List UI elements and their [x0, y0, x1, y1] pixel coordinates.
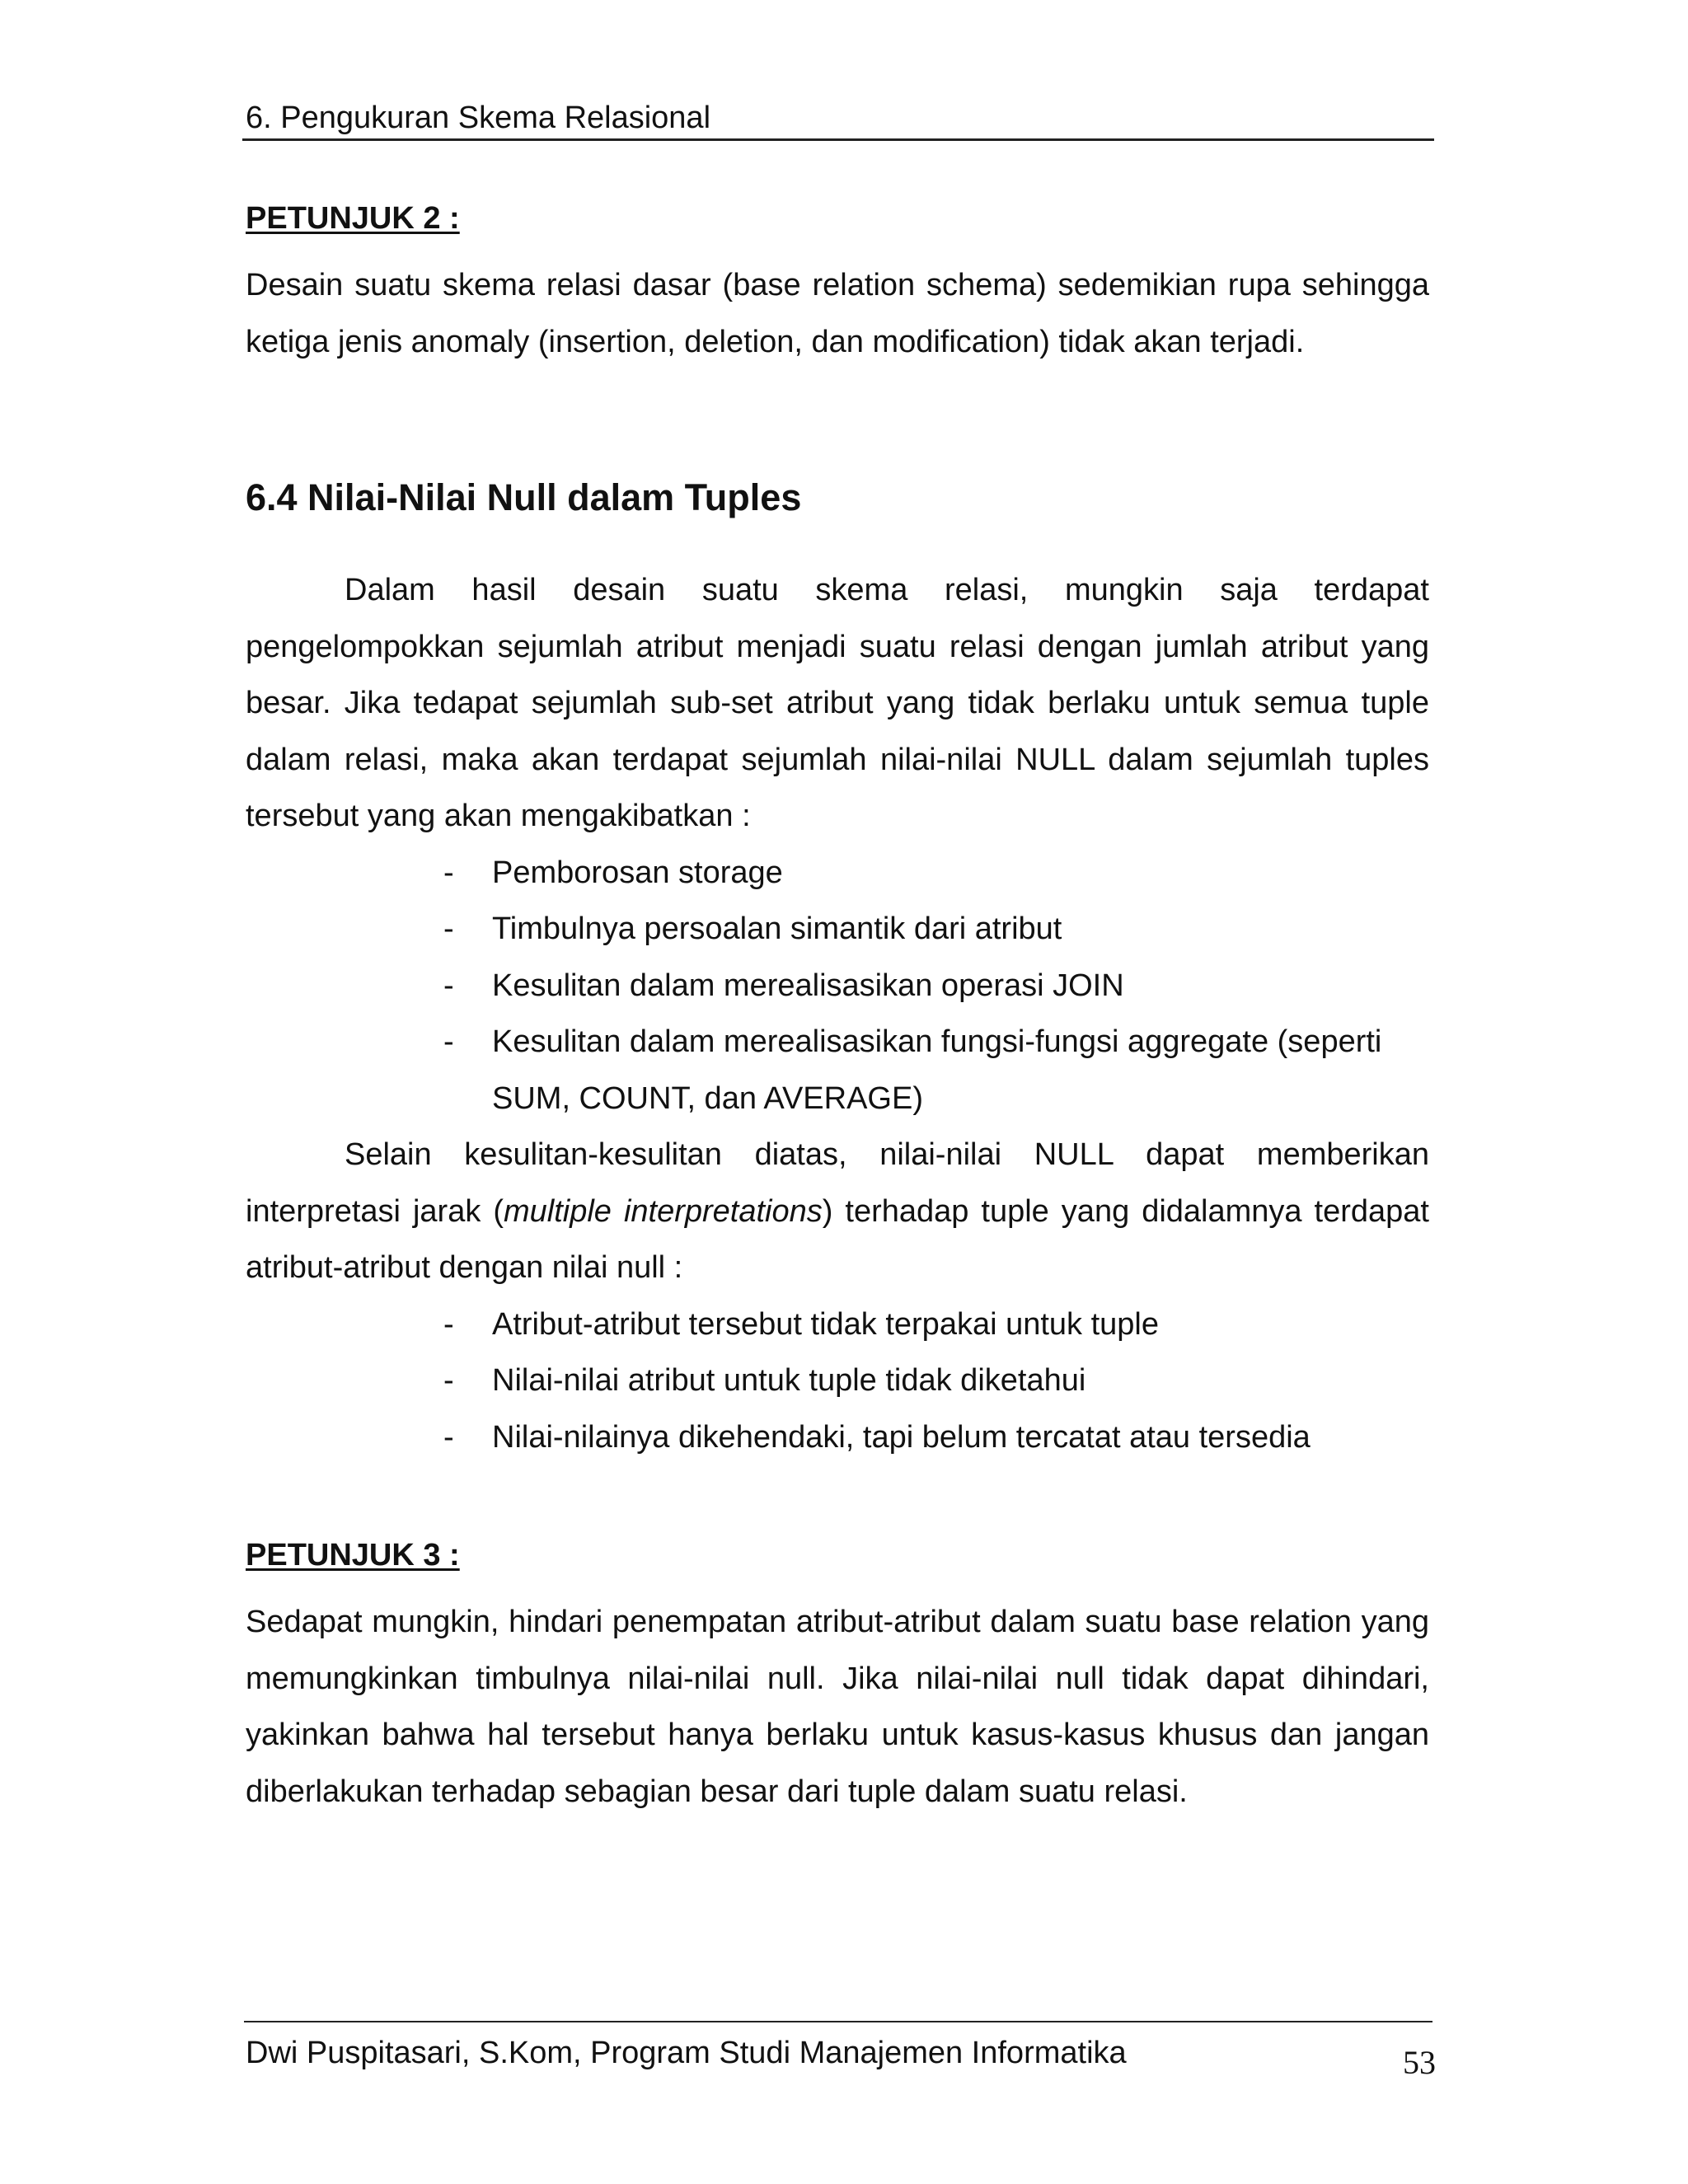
- list-dash: -: [443, 968, 454, 1003]
- paragraph-text-end: ) terhadap tuple yang didalamnya terdapat atribut-atribut dengan nilai null :: [246, 1193, 1429, 1285]
- list-dash: -: [443, 1363, 454, 1398]
- list-item: [246, 958, 1429, 1015]
- list-item-text: Nilai-nilai atribut untuk tuple tidak diketahui: [492, 1363, 1086, 1398]
- consequences-list: [246, 845, 1429, 1127]
- hint-2-label: PETUNJUK 2 :: [246, 201, 460, 236]
- list-dash: -: [443, 855, 454, 890]
- section-title: 6.4 Nilai-Nilai Null dalam Tuples: [246, 476, 802, 518]
- page-content: [246, 198, 1429, 1820]
- list-item-text: Atribut-atribut tersebut tidak terpakai untuk tuple: [492, 1306, 1160, 1342]
- list-item: [246, 1014, 1429, 1127]
- hint-3-text: Sedapat mungkin, hindari penempatan atribut-atribut dalam suatu base relation yang memungkinkan timbulnya nilai-nilai null. Jika nilai-nilai null tidak dapat dihindari, yakinkan bahwa hal tersebut hanya berlaku untuk kasus-kasus khusus dan jangan diberlakukan terhadap sebagian besar dari tuple dalam suatu relasi.: [246, 1605, 1429, 1809]
- footer-rule: [244, 2021, 1432, 2022]
- running-header: 6. Pengukuran Skema Relasional: [246, 101, 711, 135]
- list-dash: -: [443, 1024, 454, 1059]
- list-item-text: Nilai-nilainya dikehendaki, tapi belum tercatat atau tersedia: [492, 1419, 1311, 1455]
- list-dash: -: [443, 1419, 454, 1455]
- page-number: 53: [1403, 2044, 1436, 2081]
- interpretations-list: [246, 1296, 1429, 1466]
- hint-2-text: Desain suatu skema relasi dasar (base relation schema) sedemikian rupa sehingga ketiga jenis anomaly (insertion, deletion, dan modification) tidak akan terjadi.: [246, 268, 1429, 359]
- list-item-text: Timbulnya persoalan simantik dari atribut: [492, 912, 1062, 946]
- paragraph-text-start: Selain kesulitan-kesulitan diatas, nilai-nilai NULL dapat memberikan interpretasi jarak (: [246, 1137, 1429, 1229]
- list-item: [246, 901, 1429, 958]
- hint-3-label: PETUNJUK 3 :: [246, 1538, 460, 1572]
- list-item: [246, 845, 1429, 902]
- footer-author: Dwi Puspitasari, S.Kom, Program Studi Manajemen Informatika: [246, 2036, 1127, 2070]
- list-item: [246, 1352, 1429, 1409]
- list-item: [246, 1409, 1429, 1466]
- list-item: [246, 1296, 1429, 1353]
- list-item-text: Kesulitan dalam merealisasikan operasi JOIN: [492, 968, 1124, 1003]
- list-dash: -: [443, 912, 454, 946]
- interpretation-paragraph: [246, 1127, 1429, 1296]
- list-item-text: Pemborosan storage: [492, 855, 783, 890]
- section-intro-paragraph: Dalam hasil desain suatu skema relasi, mungkin saja terdapat pengelompokkan sejumlah atribut menjadi suatu relasi dengan jumlah atribut yang besar. Jika tedapat sejumlah sub-set atribut yang tidak berlaku untuk semua tuple dalam relasi, maka akan terdapat sejumlah nilai-nilai NULL dalam sejumlah tuples tersebut yang akan mengakibatkan :: [246, 573, 1429, 833]
- paragraph-italic-term: multiple interpretations: [504, 1193, 823, 1229]
- list-dash: -: [443, 1306, 454, 1342]
- header-rule: [242, 138, 1434, 141]
- list-item-text: Kesulitan dalam merealisasikan fungsi-fungsi aggregate (seperti SUM, COUNT, dan AVERAGE): [492, 1024, 1382, 1116]
